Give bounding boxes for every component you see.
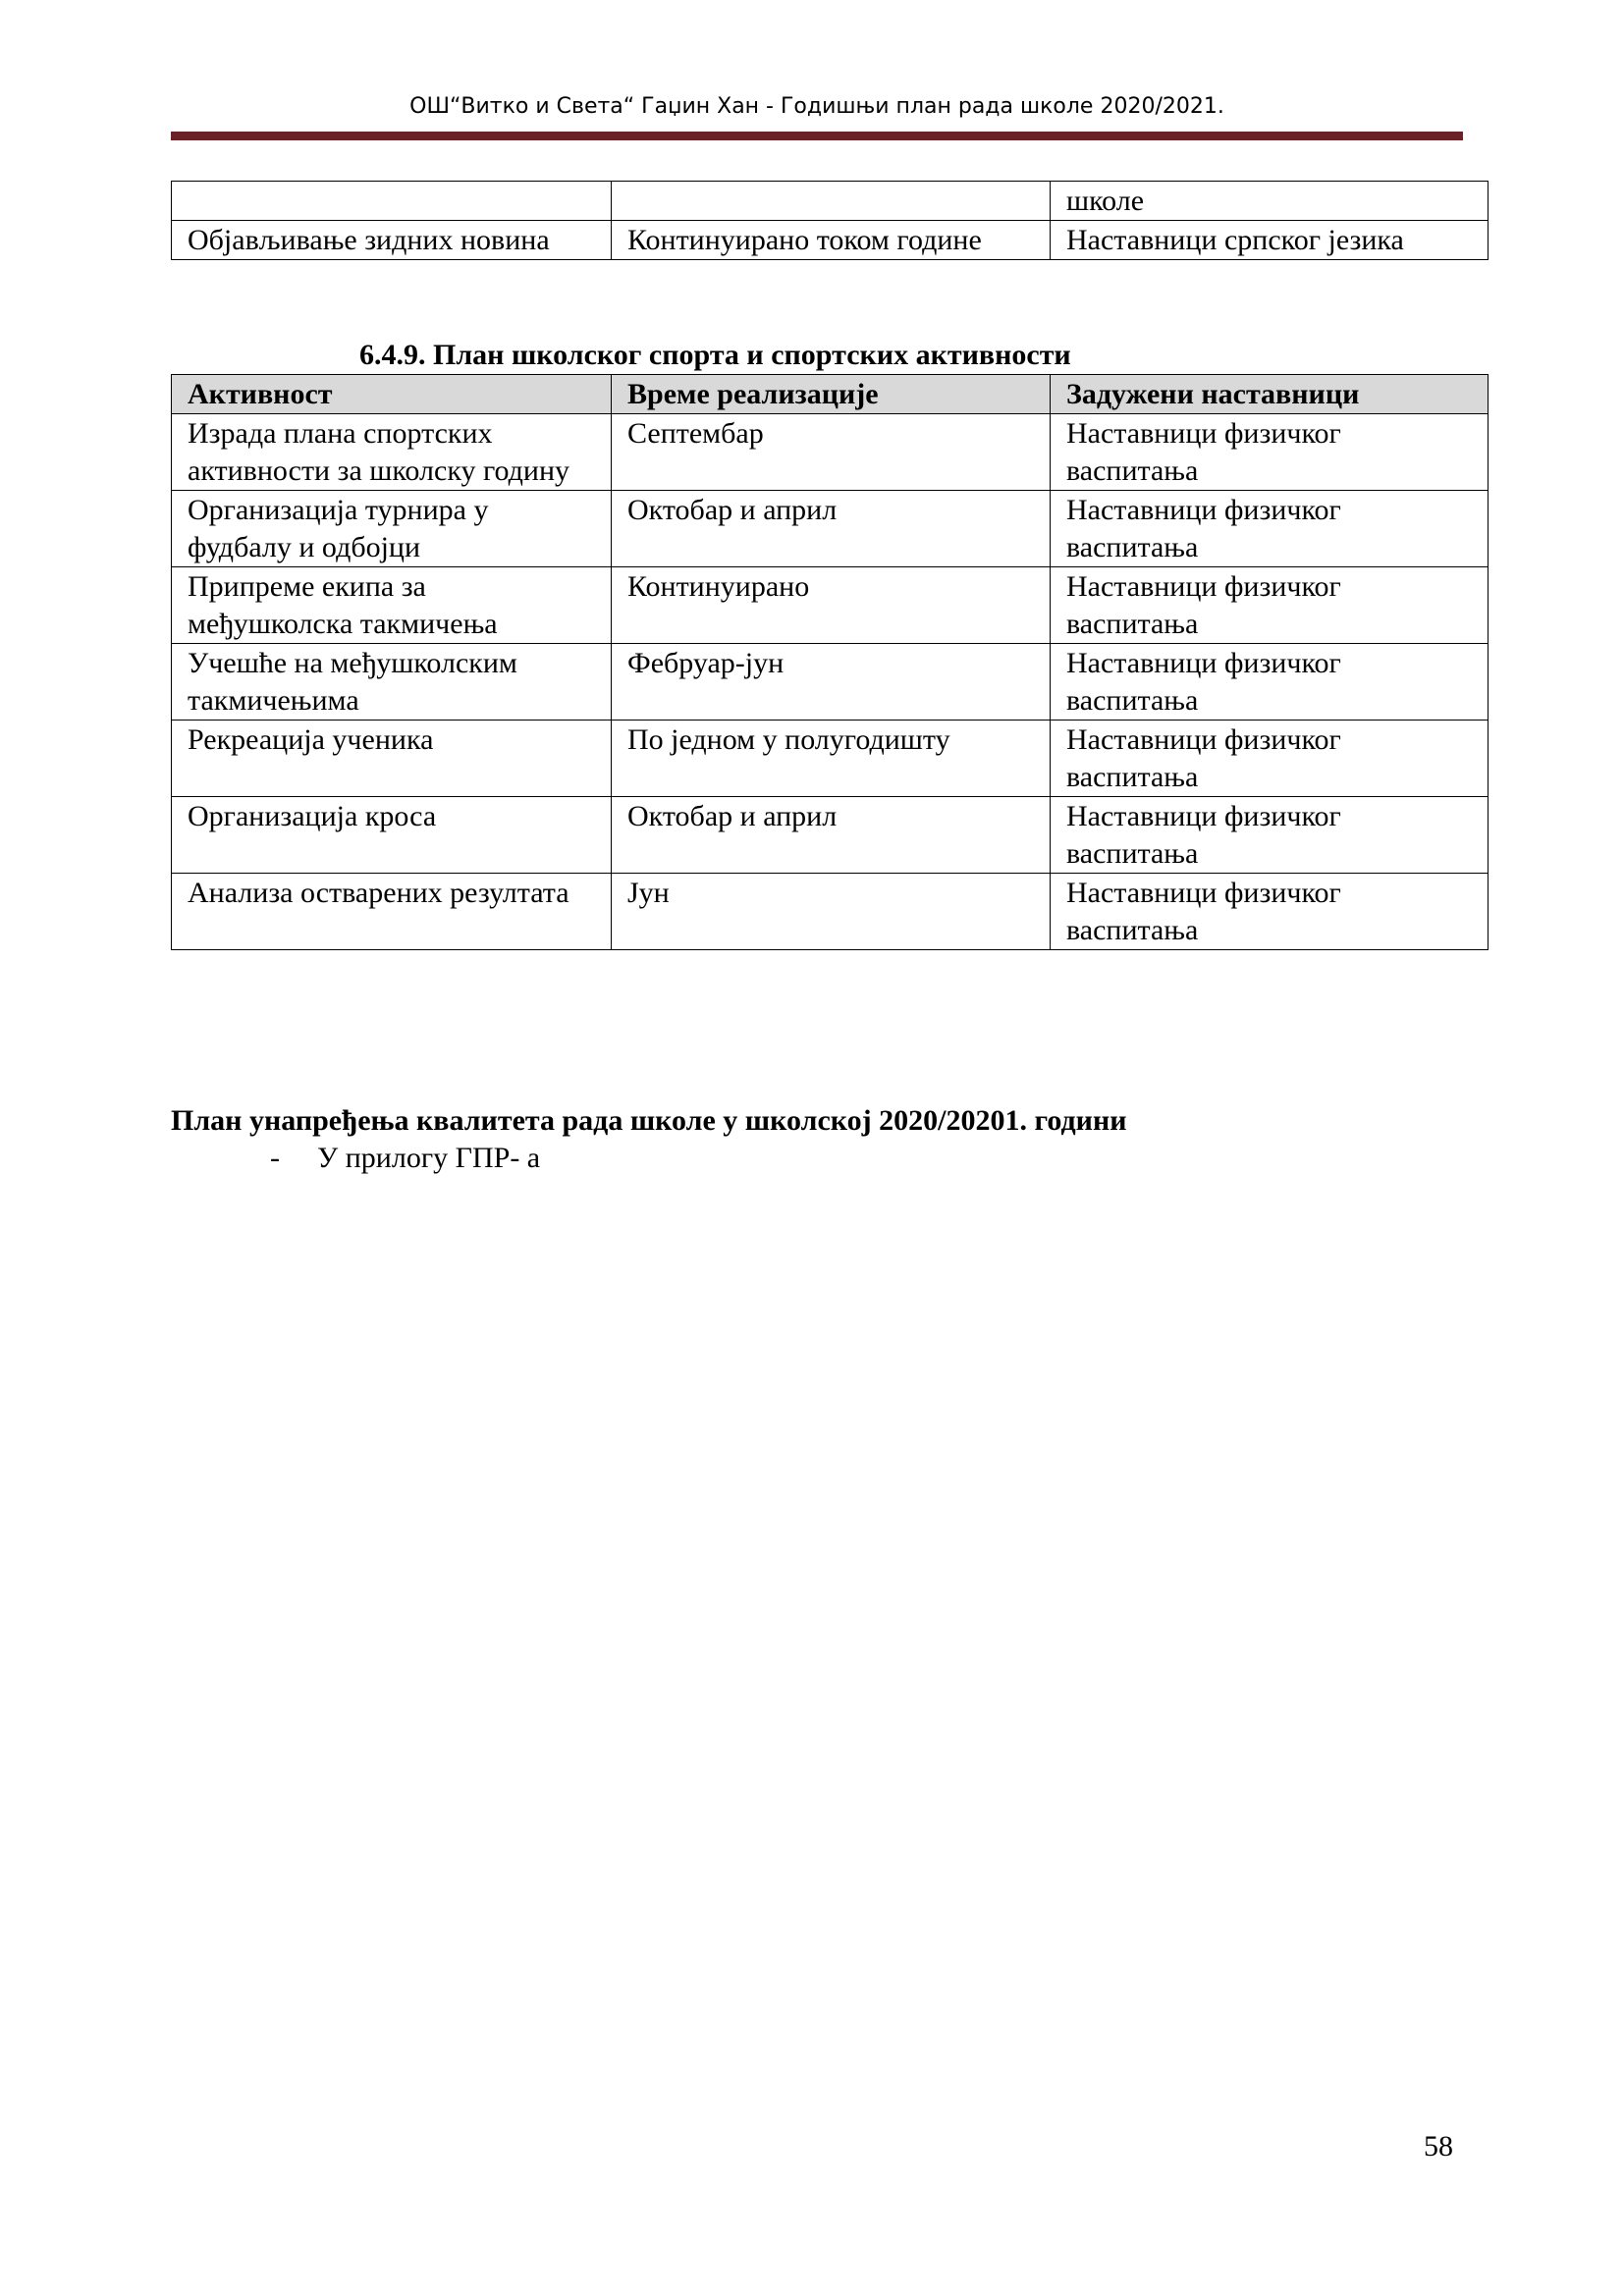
table-cell: Организација кроса: [172, 797, 612, 874]
table-cell: Наставници физичког васпитања: [1051, 414, 1489, 491]
column-header-teachers: Задужени наставници: [1051, 375, 1489, 414]
quality-plan-list: [270, 1140, 540, 1177]
table-cell: Учешће на међушколским такмичењима: [172, 644, 612, 721]
table-cell: Септембар: [612, 414, 1051, 491]
table-cell: Октобар и април: [612, 797, 1051, 874]
table-row: [172, 491, 1489, 567]
table-cell: Рекреација ученика: [172, 721, 612, 797]
page-header: ОШ“Витко и Света“ Гаџин Хан - Годишњи план рада школе 2020/2021.: [409, 94, 1224, 119]
table-row: [172, 182, 1489, 221]
column-header-time: Време реализације: [612, 375, 1051, 414]
continued-activities-table: [171, 181, 1489, 260]
table-row: [172, 567, 1489, 644]
header-divider: [171, 132, 1463, 140]
table-cell: школе: [1051, 182, 1489, 221]
list-bullet: -: [270, 1142, 280, 1174]
table-cell: Наставници физичког васпитања: [1051, 874, 1489, 950]
table-cell: Јун: [612, 874, 1051, 950]
list-item: [270, 1140, 540, 1177]
table-cell: Наставници физичког васпитања: [1051, 491, 1489, 567]
sport-activities-table: [171, 374, 1489, 950]
table-cell: Наставници физичког васпитања: [1051, 567, 1489, 644]
table-cell: Организација турнира у фудбалу и одбојци: [172, 491, 612, 567]
table-row: [172, 721, 1489, 797]
column-header-activity: Активност: [172, 375, 612, 414]
page-number: 58: [1424, 2130, 1453, 2163]
table-cell: Октобар и април: [612, 491, 1051, 567]
table-row: [172, 644, 1489, 721]
table-cell: Континуирано: [612, 567, 1051, 644]
table-cell: Наставници физичког васпитања: [1051, 721, 1489, 797]
table-cell: По једном у полугодишту: [612, 721, 1051, 797]
quality-plan-title: План унапређења квалитета рада школе у школској 2020/20201. години: [171, 1104, 1127, 1137]
table-cell: Припреме екипа за међушколска такмичења: [172, 567, 612, 644]
table-row: [172, 797, 1489, 874]
table-cell: [612, 182, 1051, 221]
table-cell: Наставници физичког васпитања: [1051, 797, 1489, 874]
list-item-text: У прилогу ГПР- а: [317, 1142, 541, 1174]
sport-section-title: 6.4.9. План школског спорта и спортских активности: [359, 339, 1071, 371]
table-header-row: [172, 375, 1489, 414]
table-cell: Фебруар-јун: [612, 644, 1051, 721]
table-cell: Наставници српског језика: [1051, 221, 1489, 260]
table-cell: Наставници физичког васпитања: [1051, 644, 1489, 721]
table-row: [172, 874, 1489, 950]
table-cell: Израда плана спортских активности за школску годину: [172, 414, 612, 491]
table-row: [172, 221, 1489, 260]
table-cell: Анализа остварених резултата: [172, 874, 612, 950]
table-cell: Континуирано током године: [612, 221, 1051, 260]
table-cell: Објављивање зидних новина: [172, 221, 612, 260]
table-row: [172, 414, 1489, 491]
table-cell: [172, 182, 612, 221]
